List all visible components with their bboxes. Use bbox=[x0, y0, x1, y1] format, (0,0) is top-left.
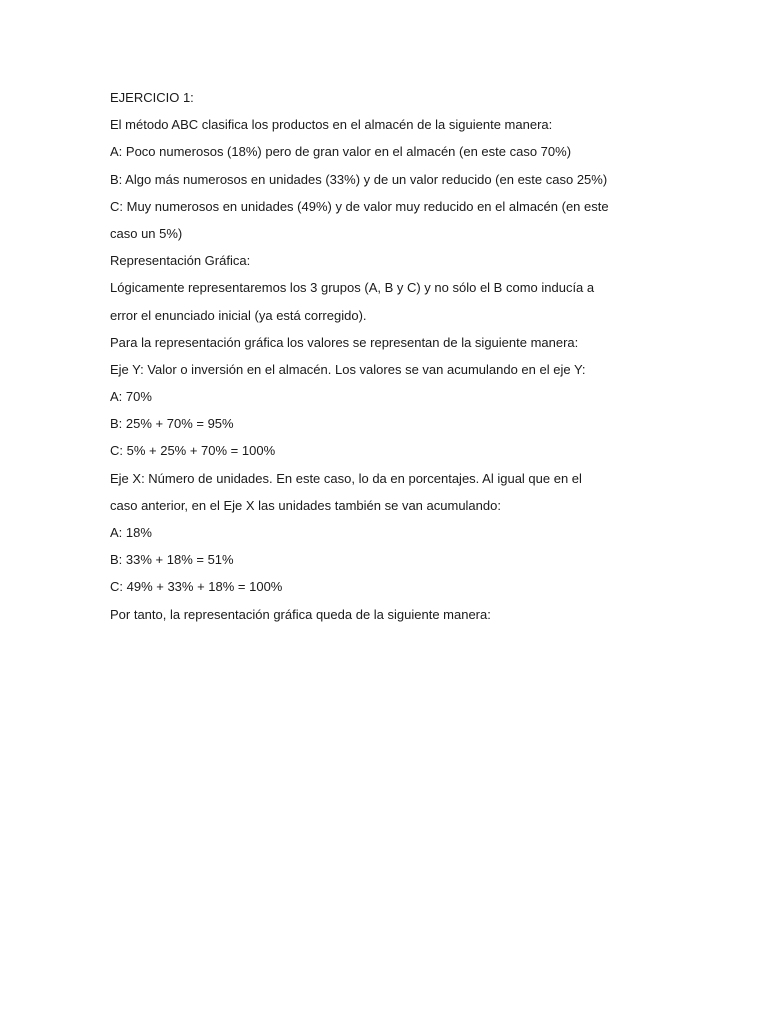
paragraph-line: caso anterior, en el Eje X las unidades también se van acumulando: bbox=[110, 497, 501, 513]
paragraph-line: A: 18% bbox=[110, 525, 152, 540]
section-heading: Representación Gráfica: bbox=[110, 253, 251, 269]
paragraph-line: C: Muy numerosos en unidades (49%) y de valor muy reducido en el almacén (en este bbox=[110, 198, 609, 214]
paragraph-line: A: Poco numerosos (18%) pero de gran valor en el almacén (en este caso 70%) bbox=[110, 144, 572, 160]
paragraph-line: error el enunciado inicial (ya está corregido). bbox=[110, 307, 367, 323]
paragraph-line: C: 5% + 25% + 70% = 100% bbox=[110, 443, 276, 459]
paragraph-line: A: 70% bbox=[110, 389, 152, 405]
paragraph-line: Para la representación gráfica los valores se representan de la siguiente manera: bbox=[110, 334, 579, 350]
paragraph-line: C: 49% + 33% + 18% = 100% bbox=[110, 579, 283, 595]
paragraph-line: caso un 5%) bbox=[110, 225, 183, 241]
paragraph-line: B: 33% + 18% = 51% bbox=[110, 552, 234, 568]
paragraph-line: B: Algo más numerosos en unidades (33%) y de un valor reducido (en este caso 25%) bbox=[110, 171, 608, 187]
paragraph-line: Eje Y: Valor o inversión en el almacén. Los valores se van acumulando en el eje Y: bbox=[110, 361, 586, 377]
document-body bbox=[110, 84, 650, 628]
exercise-heading: EJERCICIO 1: bbox=[110, 90, 194, 105]
paragraph-line: Lógicamente representaremos los 3 grupos (A, B y C) y no sólo el B como inducía a bbox=[110, 280, 595, 296]
paragraph-line: El método ABC clasifica los productos en el almacén de la siguiente manera: bbox=[110, 117, 553, 133]
paragraph-line: Eje X: Número de unidades. En este caso, lo da en porcentajes. Al igual que en el bbox=[110, 470, 582, 486]
paragraph-line: Por tanto, la representación gráfica queda de la siguiente manera: bbox=[110, 606, 491, 622]
paragraph-line: B: 25% + 70% = 95% bbox=[110, 416, 234, 432]
